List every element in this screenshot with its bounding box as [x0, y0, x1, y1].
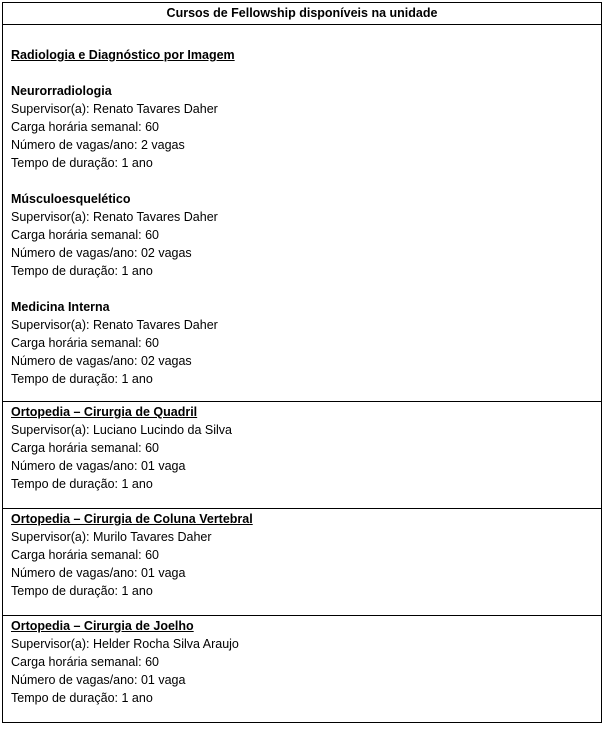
supervisor-text: Supervisor(a): Helder Rocha Silva Araujo [11, 637, 239, 651]
category-title: Ortopedia – Cirurgia de Quadril [11, 405, 198, 419]
category-title: Ortopedia – Cirurgia de Joelho [11, 619, 194, 633]
spacer [11, 172, 593, 190]
supervisor-text: Supervisor(a): Renato Tavares Daher [11, 210, 218, 224]
vacancies-text: Número de vagas/ano: 02 vagas [11, 246, 192, 260]
table-title: Cursos de Fellowship disponíveis na unidade [3, 3, 602, 25]
vacancies-text: Número de vagas/ano: 01 vaga [11, 673, 186, 687]
duration-text: Tempo de duração: 1 ano [11, 691, 153, 705]
section-radiologia [3, 25, 602, 402]
section-coluna [3, 509, 602, 616]
table-row [3, 509, 602, 616]
duration-text: Tempo de duração: 1 ano [11, 372, 153, 386]
spacer [11, 280, 593, 298]
fellowship-table [2, 2, 602, 723]
duration-text: Tempo de duração: 1 ano [11, 156, 153, 170]
hours-text: Carga horária semanal: 60 [11, 228, 159, 242]
section-quadril [3, 402, 602, 509]
category-title: Ortopedia – Cirurgia de Coluna Vertebral [11, 512, 253, 526]
vacancies-text: Número de vagas/ano: 01 vaga [11, 566, 186, 580]
subsection-title: Medicina Interna [11, 300, 110, 314]
spacer [11, 64, 593, 82]
section-joelho [3, 616, 602, 723]
hours-text: Carga horária semanal: 60 [11, 655, 159, 669]
supervisor-text: Supervisor(a): Murilo Tavares Daher [11, 530, 212, 544]
category-title: Radiologia e Diagnóstico por Imagem [11, 48, 235, 62]
hours-text: Carga horária semanal: 60 [11, 548, 159, 562]
supervisor-text: Supervisor(a): Renato Tavares Daher [11, 102, 218, 116]
subsection-title: Músculoesquelético [11, 192, 131, 206]
duration-text: Tempo de duração: 1 ano [11, 584, 153, 598]
hours-text: Carga horária semanal: 60 [11, 120, 159, 134]
subsection-title: Neurorradiologia [11, 84, 112, 98]
duration-text: Tempo de duração: 1 ano [11, 264, 153, 278]
supervisor-text: Supervisor(a): Luciano Lucindo da Silva [11, 423, 232, 437]
vacancies-text: Número de vagas/ano: 02 vagas [11, 354, 192, 368]
table-row [3, 25, 602, 402]
hours-text: Carga horária semanal: 60 [11, 441, 159, 455]
supervisor-text: Supervisor(a): Renato Tavares Daher [11, 318, 218, 332]
vacancies-text: Número de vagas/ano: 2 vagas [11, 138, 185, 152]
table-header-row [3, 3, 602, 25]
hours-text: Carga horária semanal: 60 [11, 336, 159, 350]
table-row [3, 616, 602, 723]
duration-text: Tempo de duração: 1 ano [11, 477, 153, 491]
table-row [3, 402, 602, 509]
vacancies-text: Número de vagas/ano: 01 vaga [11, 459, 186, 473]
